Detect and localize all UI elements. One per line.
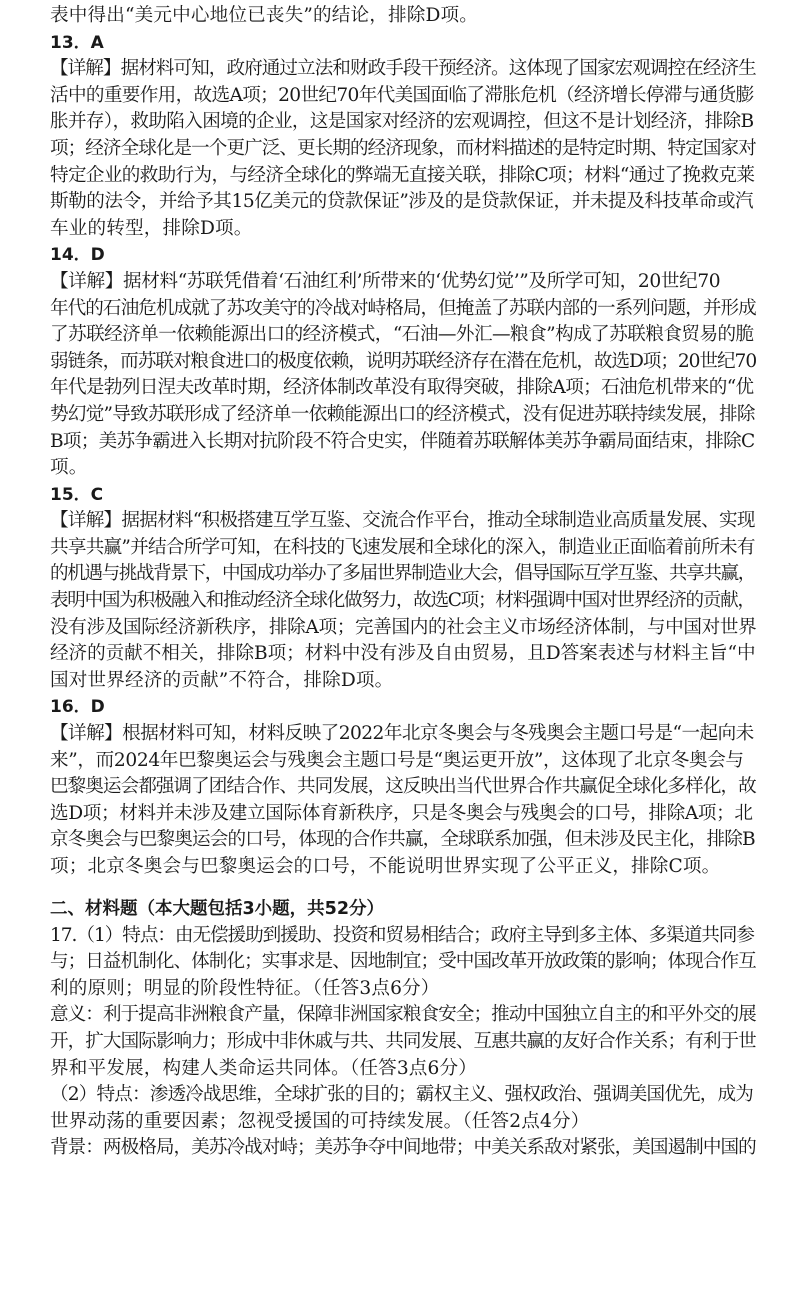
q17-line: 世界动荡的重要因素；忽视受援国的可持续发展。（任答2点4分） <box>50 1110 590 1132</box>
q16-line: 选D项；材料并未涉及建立国际体育新秩序，只是冬奥会与残奥会的口号，排除A项；北 <box>50 802 753 824</box>
q13-line: 活中的重要作用，故选A项；20世纪70年代美国面临了滞胀危机（经济增长停滞与通货膨 <box>50 84 754 106</box>
q17-line: 利的原则；明显的阶段性特征。（任答3点6分） <box>50 977 440 999</box>
q14-line: B项；美苏争霸进入长期对抗阶段不符合史实，伴随着苏联解体美苏争霸局面结束，排除C <box>50 430 755 452</box>
q15-line: 国对世界经济的贡献”不符合，排除D项。 <box>50 669 394 691</box>
q15-explanation <box>50 508 756 694</box>
q14-line: 【详解】据材料“苏联凭借着‘石油红利’所带来的‘优势幻觉’”及所学可知，20世纪70 <box>50 270 721 292</box>
q14-line: 项。 <box>50 457 88 479</box>
q14-explanation <box>50 269 756 482</box>
q14-line: 年代的石油危机成就了苏攻美守的冷战对峙格局，但掩盖了苏联内部的一系列问题，并形成 <box>50 297 756 319</box>
section-spacer <box>50 881 756 895</box>
q13-line: 项；经济全球化是一个更广泛、更长期的经济现象，而材料描述的是特定时期、特定国家对 <box>50 137 756 159</box>
q13-explanation <box>50 56 756 242</box>
q17-line: 界和平发展，构建人类命运共同体。（任答3点6分） <box>50 1057 478 1079</box>
q13-line: 胀并存），救助陷入困境的企业，这是国家对经济的宏观调控，但这不是计划经济，排除B <box>50 111 754 133</box>
q14-line: 年代是勃列日涅夫改革时期，经济体制改革没有取得突破，排除A项；石油危机带来的“优 <box>50 377 754 399</box>
q15-line: 的机遇与挑战背景下，中国成功举办了多届世界制造业大会，倡导国际互学互鉴、共享共赢， <box>50 563 755 585</box>
q16-line: 【详解】根据材料可知，材料反映了2022年北京冬奥会与冬残奥会主题口号是“一起向未 <box>50 723 754 745</box>
q14-line: 弱链条，而苏联对粮食进口的极度依赖，说明苏联经济存在潜在危机，故选D项；20世纪70 <box>50 350 757 372</box>
q17-line: 与；日益机制化、体制化；实事求是、因地制宜；受中国改革开放政策的影响；体现合作互 <box>50 951 756 973</box>
section-2-heading: 二、材料题（本大题包括3小题，共52分） <box>50 898 385 919</box>
q17-line: 背景：两极格局，美苏冷战对峙；美苏争夺中间地带；中美关系敌对紧张，美国遏制中国的 <box>50 1137 756 1159</box>
q16-number: 16．D <box>50 697 105 718</box>
q15-line: 经济的贡献不相关，排除B项；材料中没有涉及自由贸易，且D答案表述与材料主旨“中 <box>50 643 756 665</box>
q16-line: 巴黎奥运会都强调了团结合作、共同发展，这反映出当代世界合作共赢促全球化多样化，故 <box>50 776 756 798</box>
q15-line: 表明中国为积极融入和推动经济全球化做努力，故选C项；材料强调中国对世界经济的贡献， <box>50 590 755 612</box>
q13-line: 特定企业的救助行为，与经济全球化的弊端无直接关联，排除C项；材料“通过了挽救克莱 <box>50 164 755 186</box>
q14-line: 了苏联经济单一依赖能源出口的经济模式，“石油—外汇—粮食”构成了苏联粮食贸易的脆 <box>50 324 754 346</box>
q17-line: 开，扩大国际影响力；形成中非休戚与共、共同发展、互惠共赢的友好合作关系；有利于世 <box>50 1030 756 1052</box>
q17-line: 17.（1）特点：由无偿援助到援助、投资和贸易相结合；政府主导到多主体、多渠道共同参 <box>50 924 754 946</box>
q13-line: 斯勒的法令，并给予其15亿美元的贷款保证”涉及的是贷款保证，并未提及科技革命或汽 <box>50 191 754 213</box>
q17-line: 意义：利于提高非洲粮食产量，保障非洲国家粮食安全；推动中国独立自主的和平外交的展 <box>50 1004 756 1026</box>
q13-line: 【详解】据材料可知，政府通过立法和财政手段干预经济。这体现了国家宏观调控在经济生 <box>50 58 756 80</box>
q17-line: （2）特点：渗透冷战思维，全球扩张的目的；霸权主义、强权政治、强调美国优先，成为 <box>50 1084 753 1106</box>
q16-line: 项；北京冬奥会与巴黎奥运会的口号，不能说明世界实现了公平正义，排除C项。 <box>50 856 721 877</box>
q17-answer <box>50 923 756 1162</box>
q15-number: 15．C <box>50 484 104 505</box>
q14-line: 势幻觉”导致苏联形成了经济单一依赖能源出口的经济模式，没有促进苏联持续发展，排除 <box>50 403 755 425</box>
q13-number: 13．A <box>50 32 104 53</box>
q13-line: 车业的转型，排除D项。 <box>50 217 253 239</box>
q16-explanation <box>50 721 756 881</box>
q15-line: 共享共赢”并结合所学可知，在科技的飞速发展和全球化的深入，制造业正面临着前所未有 <box>50 536 755 558</box>
q14-number: 14．D <box>50 245 105 266</box>
q15-line: 没有涉及国际经济新秩序，排除A项；完善国内的社会主义市场经济体制，与中国对世界 <box>50 616 757 638</box>
q16-line: 京冬奥会与巴黎奥运会的口号，体现的合作共赢，全球联系加强，但未涉及民主化，排除B <box>50 829 755 851</box>
q15-line: 【详解】据据材料“积极搭建互学互鉴、交流合作平台，推动全球制造业高质量发展、实现 <box>50 510 755 532</box>
q12-tail-line: 表中得出“美元中心地位已丧失”的结论，排除D项。 <box>50 5 478 26</box>
q16-line: 来”，而2024年巴黎奥运会与残奥会主题口号是“奥运更开放”，这体现了北京冬奥会与 <box>50 749 744 771</box>
